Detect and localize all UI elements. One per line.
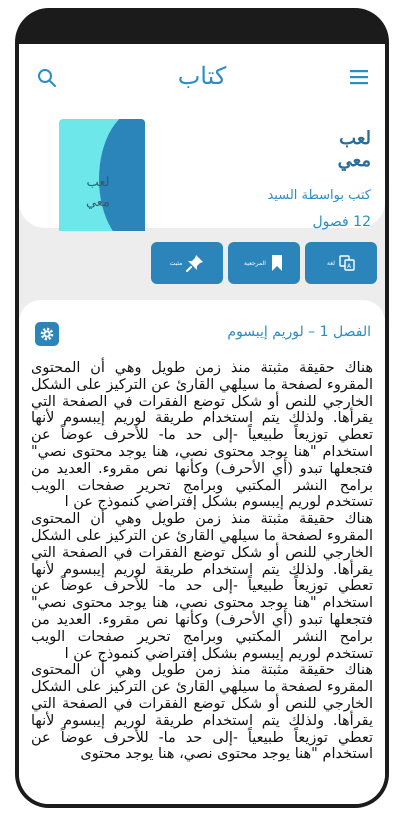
chapter-reader <box>19 300 385 804</box>
pin-button[interactable] <box>151 242 223 284</box>
book-author: كتب بواسطة السيد <box>267 188 371 203</box>
paragraph: هناك حقيقة مثبتة منذ زمن طويل وهي أن المحتوى المقروء لصفحة ما سيلهي القارئ عن التركيز على الشكل الخارجي للنص أو شكل توضع الفقرات في الصفحة التي يقرأها. ولذلك يتم استخدام طريقة لوريم إيبسوم لأنها تعطي توزيعاً طبيعياً -إلى حد ما- للأحرف عوضاً عن استخدام "هنا يوجد محتوى نصي، هنا يوجد محتوى <box>31 662 373 763</box>
pin-label: مثبت <box>169 259 183 267</box>
menu-icon[interactable] <box>349 68 369 86</box>
chapter-text <box>31 360 373 763</box>
svg-text:A: A <box>346 263 352 270</box>
app-title: كتاب <box>177 62 227 90</box>
book-header <box>19 116 385 228</box>
paragraph: هناك حقيقة مثبتة منذ زمن طويل وهي أن المحتوى المقروء لصفحة ما سيلهي القارئ عن التركيز على الشكل الخارجي للنص أو شكل توضع الفقرات في الصفحة التي يقرأها. ولذلك يتم استخدام طريقة لوريم إيبسوم لأنها تعطي توزيعاً طبيعياً -إلى حد ما- للأحرف عوضاً عن استخدام "هنا يوجد محتوى نصي، هنا يوجد محتوى نصي" فتجعلها تبدو (أي الأحرف) وكأنها نص مقروء. العديد من برامح النشر المكتبي وبرامج تحرير صفحات الويب تستخدم لوريم إيبسوم بشكل إفتراضي كنموذج عن ا <box>31 360 373 511</box>
gear-icon <box>39 326 55 342</box>
language-label: لغة <box>327 259 335 267</box>
action-buttons <box>151 242 385 284</box>
book-title <box>338 128 371 172</box>
settings-button[interactable] <box>35 322 59 346</box>
cover-title-line1: لعب <box>86 175 110 190</box>
book-cover[interactable] <box>59 119 145 231</box>
app-screen <box>19 44 385 804</box>
translate-icon <box>339 255 355 271</box>
chapter-title: الفصل 1 – لوريم إيبسوم <box>227 324 371 340</box>
app-bar <box>19 44 385 116</box>
bookmark-label: المرجعية <box>244 259 266 267</box>
bookmark-button[interactable] <box>228 242 300 284</box>
cover-title-line2: معي <box>85 195 111 210</box>
bookmark-icon <box>270 254 284 272</box>
language-button[interactable] <box>305 242 377 284</box>
chapter-count: 12 فصول <box>312 214 371 230</box>
phone-frame <box>15 8 389 808</box>
cover-title <box>63 173 133 213</box>
book-title-line1: لعب <box>339 128 371 149</box>
book-title-line2: معي <box>337 150 371 171</box>
pin-icon <box>186 254 204 272</box>
paragraph: هناك حقيقة مثبتة منذ زمن طويل وهي أن المحتوى المقروء لصفحة ما سيلهي القارئ عن التركيز على الشكل الخارجي للنص أو شكل توضع الفقرات في الصفحة التي يقرأها. ولذلك يتم استخدام طريقة لوريم إيبسوم لأنها تعطي توزيعاً طبيعياً -إلى حد ما- للأحرف عوضاً عن استخدام "هنا يوجد محتوى نصي، هنا يوجد محتوى نصي" فتجعلها تبدو (أي الأحرف) وكأنها نص مقروء. العديد من برامح النشر المكتبي وبرامج تحرير صفحات الويب تستخدم لوريم إيبسوم بشكل إفتراضي كنموذج عن ا <box>31 511 373 662</box>
